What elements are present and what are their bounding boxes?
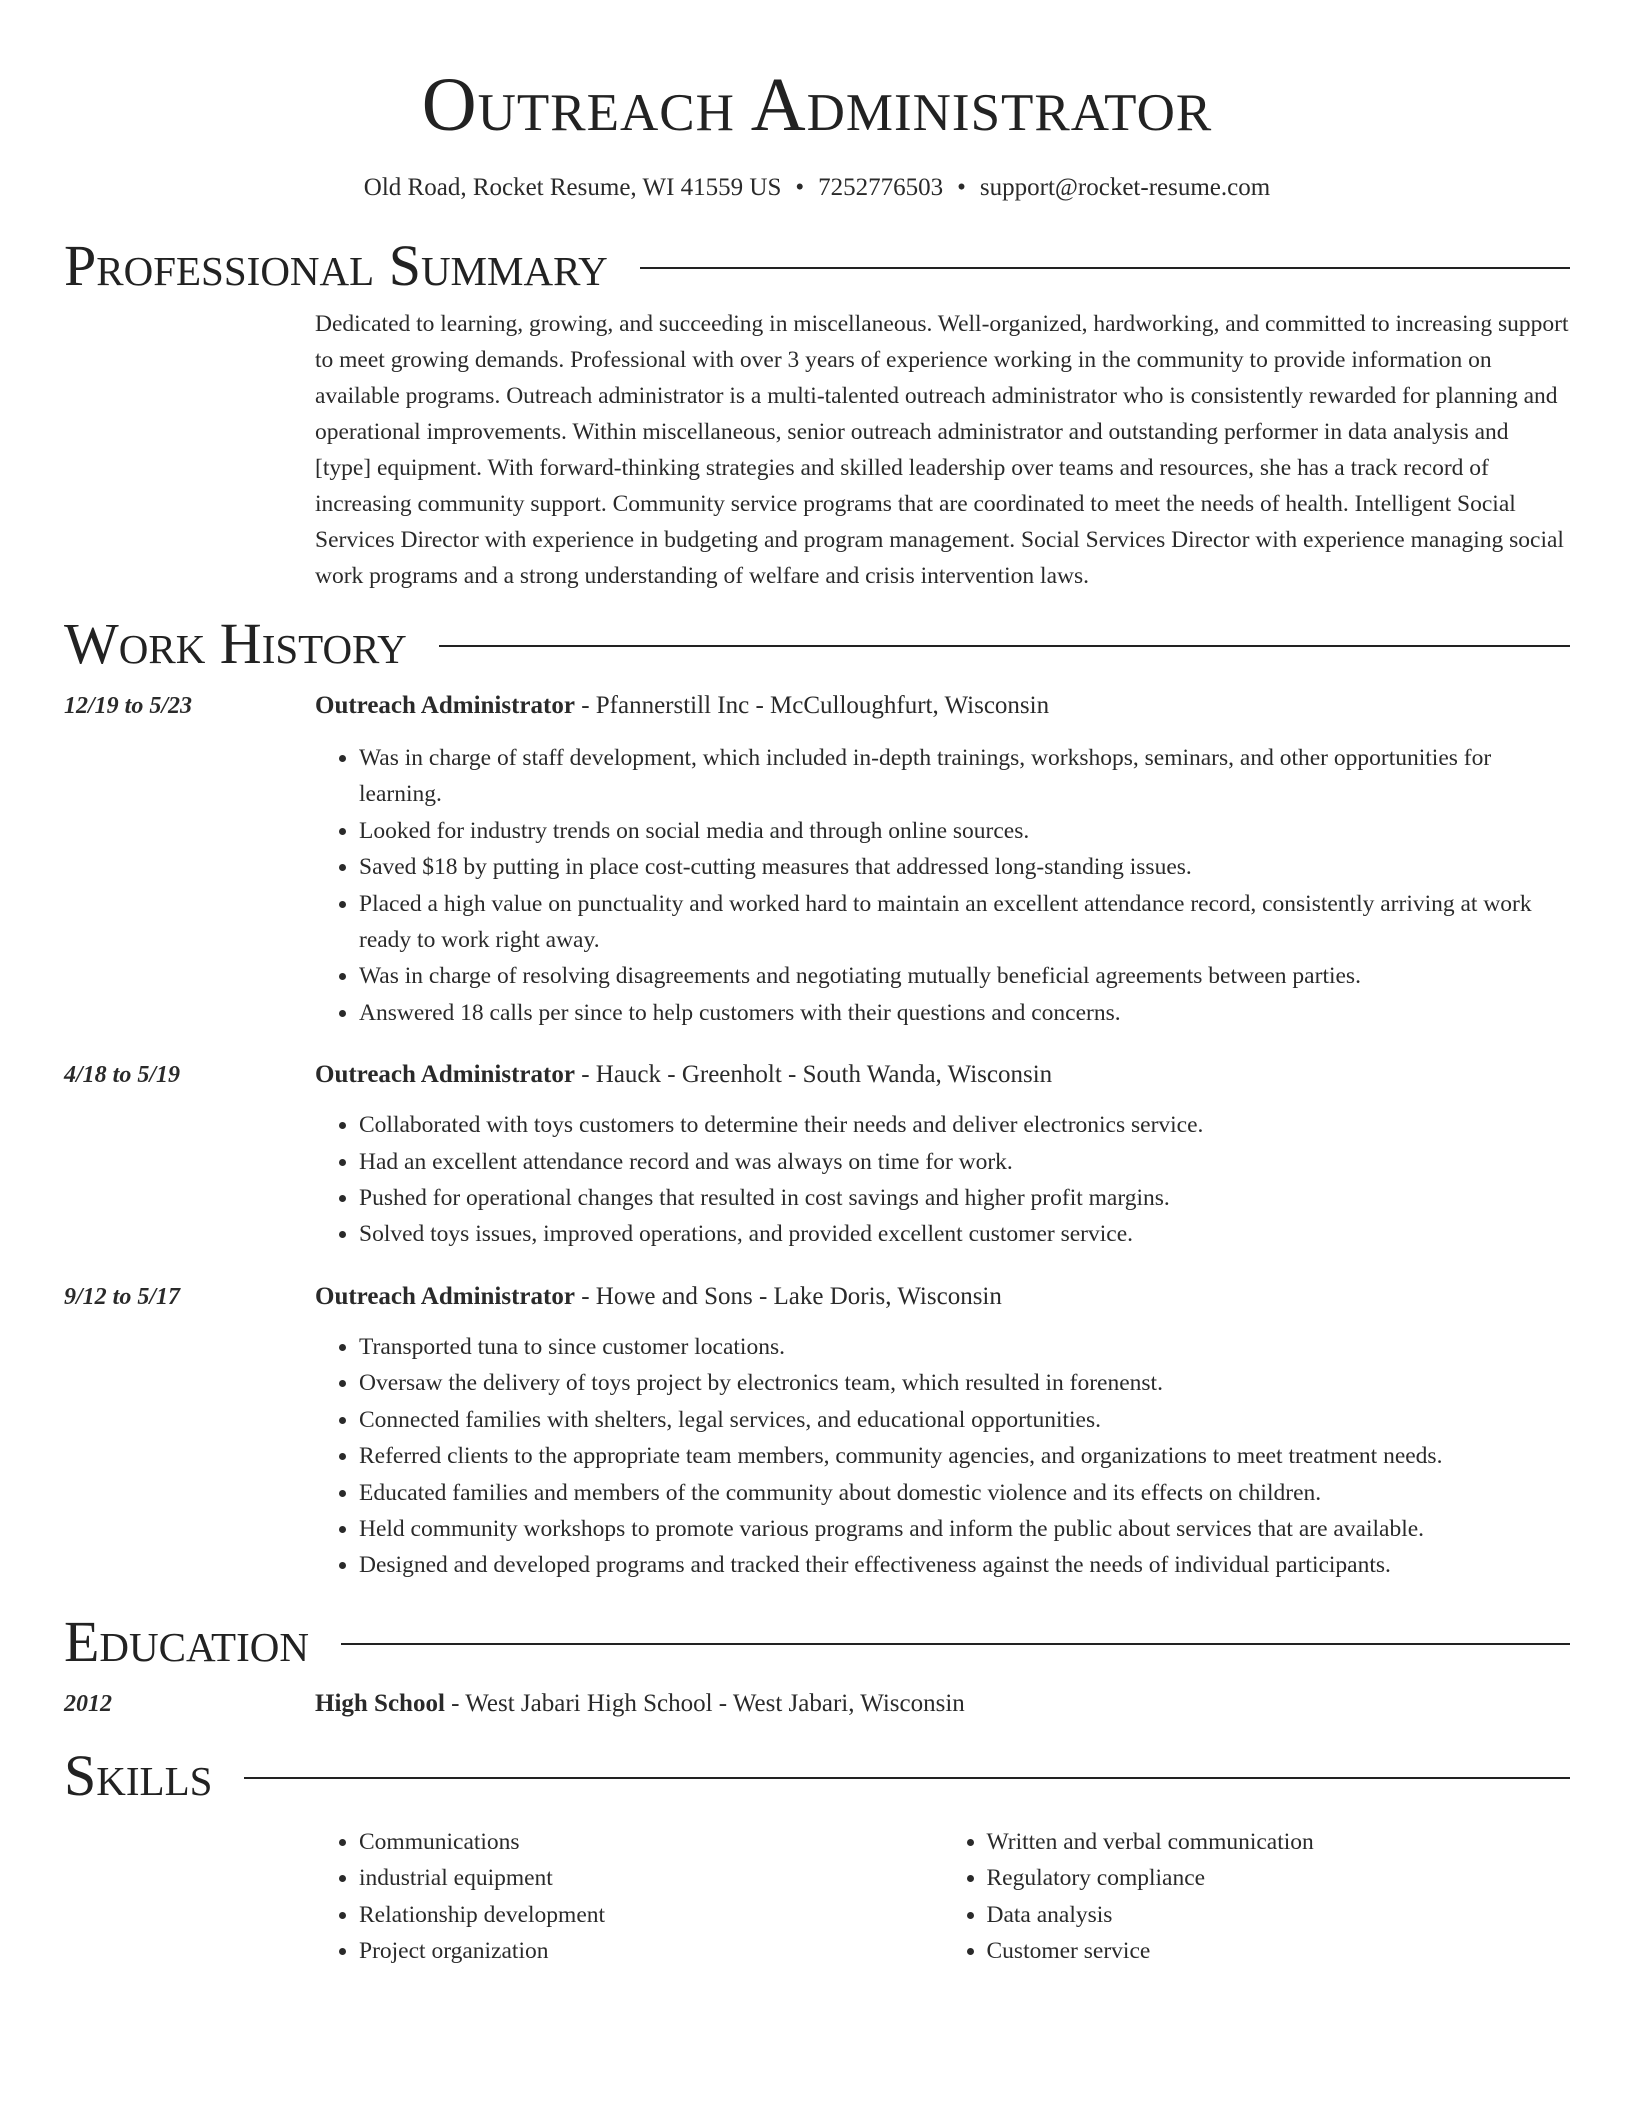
job-title: Outreach Administrator xyxy=(315,1282,575,1310)
list-item: • Pushed for operational changes that resulted in cost savings and higher profit margins. xyxy=(359,1180,1570,1216)
list-item: • Collaborated with toys customers to determine their needs and deliver electronics service. xyxy=(359,1107,1570,1143)
job-heading xyxy=(315,1057,1570,1093)
job-entry xyxy=(64,1057,1570,1253)
list-item: • Referred clients to the appropriate team members, community agencies, and organizations to meet treatment needs. xyxy=(359,1438,1570,1474)
contact-phone: 7252776503 xyxy=(818,174,944,201)
summary-section-header xyxy=(64,234,1570,298)
education-details: - West Jabari High School - West Jabari, Wisconsin xyxy=(444,1689,965,1717)
list-item: • Connected families with shelters, legal services, and educational opportunities. xyxy=(359,1402,1570,1438)
contact-separator: • xyxy=(957,174,966,201)
candidate-name: Outreach Administrator xyxy=(421,63,1213,147)
education-section-header xyxy=(64,1610,1570,1674)
job-dates: 9/12 to 5/17 xyxy=(64,1283,181,1310)
education-heading: Education xyxy=(64,1608,309,1674)
contact-address: Old Road, Rocket Resume, WI 41559 US xyxy=(363,174,782,201)
skills-column-right xyxy=(943,1824,1571,1970)
list-item: • Was in charge of staff development, which included in-depth trainings, workshops, seminars, and other opportunities for learning. xyxy=(359,740,1570,813)
job-title: Outreach Administrator xyxy=(315,1061,575,1089)
list-item: • Was in charge of resolving disagreements and negotiating mutually beneficial agreements between parties. xyxy=(359,958,1570,994)
list-item: • Educated families and members of the community about domestic violence and its effects on children. xyxy=(359,1475,1570,1511)
contact-line xyxy=(64,172,1570,204)
section-divider xyxy=(341,1643,1570,1645)
skills-column-left xyxy=(315,1824,943,1970)
education-entry xyxy=(64,1686,1570,1722)
section-divider xyxy=(244,1777,1570,1779)
work-section-header xyxy=(64,612,1570,676)
job-duties xyxy=(315,1107,1570,1253)
skills-list xyxy=(315,1824,1570,1970)
list-item: • Saved $18 by putting in place cost-cutting measures that addressed long-standing issues. xyxy=(359,849,1570,885)
list-item: • Relationship development xyxy=(359,1897,943,1933)
list-item: • Regulatory compliance xyxy=(987,1860,1571,1896)
job-entry xyxy=(64,688,1570,1031)
skills-section-header xyxy=(64,1744,1570,1808)
education-degree: High School xyxy=(315,1689,445,1717)
contact-email: support@rocket-resume.com xyxy=(979,174,1271,201)
job-duties xyxy=(315,740,1570,1031)
education-year: 2012 xyxy=(64,1690,112,1717)
summary-heading: Professional Summary xyxy=(64,233,608,298)
job-details: - Hauck - Greenholt - South Wanda, Wisconsin xyxy=(574,1061,1053,1089)
work-heading: Work History xyxy=(64,611,407,676)
job-details: - Pfannerstill Inc - McCulloughfurt, Wisconsin xyxy=(574,692,1050,719)
list-item: • Designed and developed programs and tracked their effectiveness against the needs of individual participants. xyxy=(359,1547,1570,1583)
list-item: • Communications xyxy=(359,1824,943,1860)
list-item: • Data analysis xyxy=(987,1897,1571,1933)
job-title: Outreach Administrator xyxy=(315,692,575,719)
job-duties xyxy=(315,1329,1570,1584)
job-entry xyxy=(64,1279,1570,1584)
list-item: • industrial equipment xyxy=(359,1860,943,1896)
list-item: • Written and verbal communication xyxy=(987,1824,1571,1860)
list-item: • Placed a high value on punctuality and worked hard to maintain an excellent attendance record, consistently arriving at work ready to work right away. xyxy=(359,886,1570,959)
list-item: • Oversaw the delivery of toys project by electronics team, which resulted in forenenst. xyxy=(359,1365,1570,1401)
education-heading-line xyxy=(315,1686,1570,1722)
list-item: • Answered 18 calls per since to help customers with their questions and concerns. xyxy=(359,995,1570,1031)
list-item: • Transported tuna to since customer locations. xyxy=(359,1329,1570,1365)
list-item: • Held community workshops to promote various programs and inform the public about services that are available. xyxy=(359,1511,1570,1547)
job-dates: 12/19 to 5/23 xyxy=(64,693,193,719)
job-heading xyxy=(315,1279,1570,1315)
job-details: - Howe and Sons - Lake Doris, Wisconsin xyxy=(574,1282,1002,1310)
list-item: • Customer service xyxy=(987,1933,1571,1969)
list-item: • Solved toys issues, improved operations, and provided excellent customer service. xyxy=(359,1216,1570,1252)
section-divider xyxy=(439,645,1570,647)
summary-text: Dedicated to learning, growing, and succeeding in miscellaneous. Well-organized, hardworking, and committed to increasing support to meet growing demands. Professional with over 3 years of experience working in the community to provide information on available programs. Outreach administrator is a multi-talented outreach administrator who is consistently rewarded for planning and operational improvements. Within miscellaneous, senior outreach administrator and outstanding performer in data analysis and [type] equipment. With forward-thinking strategies and skilled leadership over teams and resources, she has a track record of increasing community support. Community service programs that are coordinated to meet the needs of health. Intelligent Social Services Director with experience in budgeting and program management. Social Services Director with experience managing social work programs and a strong understanding of welfare and crisis intervention laws. xyxy=(315,311,1569,589)
resume-page xyxy=(64,0,1570,1969)
list-item: • Looked for industry trends on social media and through online sources. xyxy=(359,813,1570,849)
job-heading xyxy=(315,688,1570,724)
list-item: • Had an excellent attendance record and was always on time for work. xyxy=(359,1144,1570,1180)
skills-heading: Skills xyxy=(64,1742,213,1808)
job-dates: 4/18 to 5/19 xyxy=(64,1062,181,1089)
section-divider xyxy=(640,267,1570,269)
contact-separator: • xyxy=(795,174,805,201)
list-item: • Project organization xyxy=(359,1933,943,1969)
